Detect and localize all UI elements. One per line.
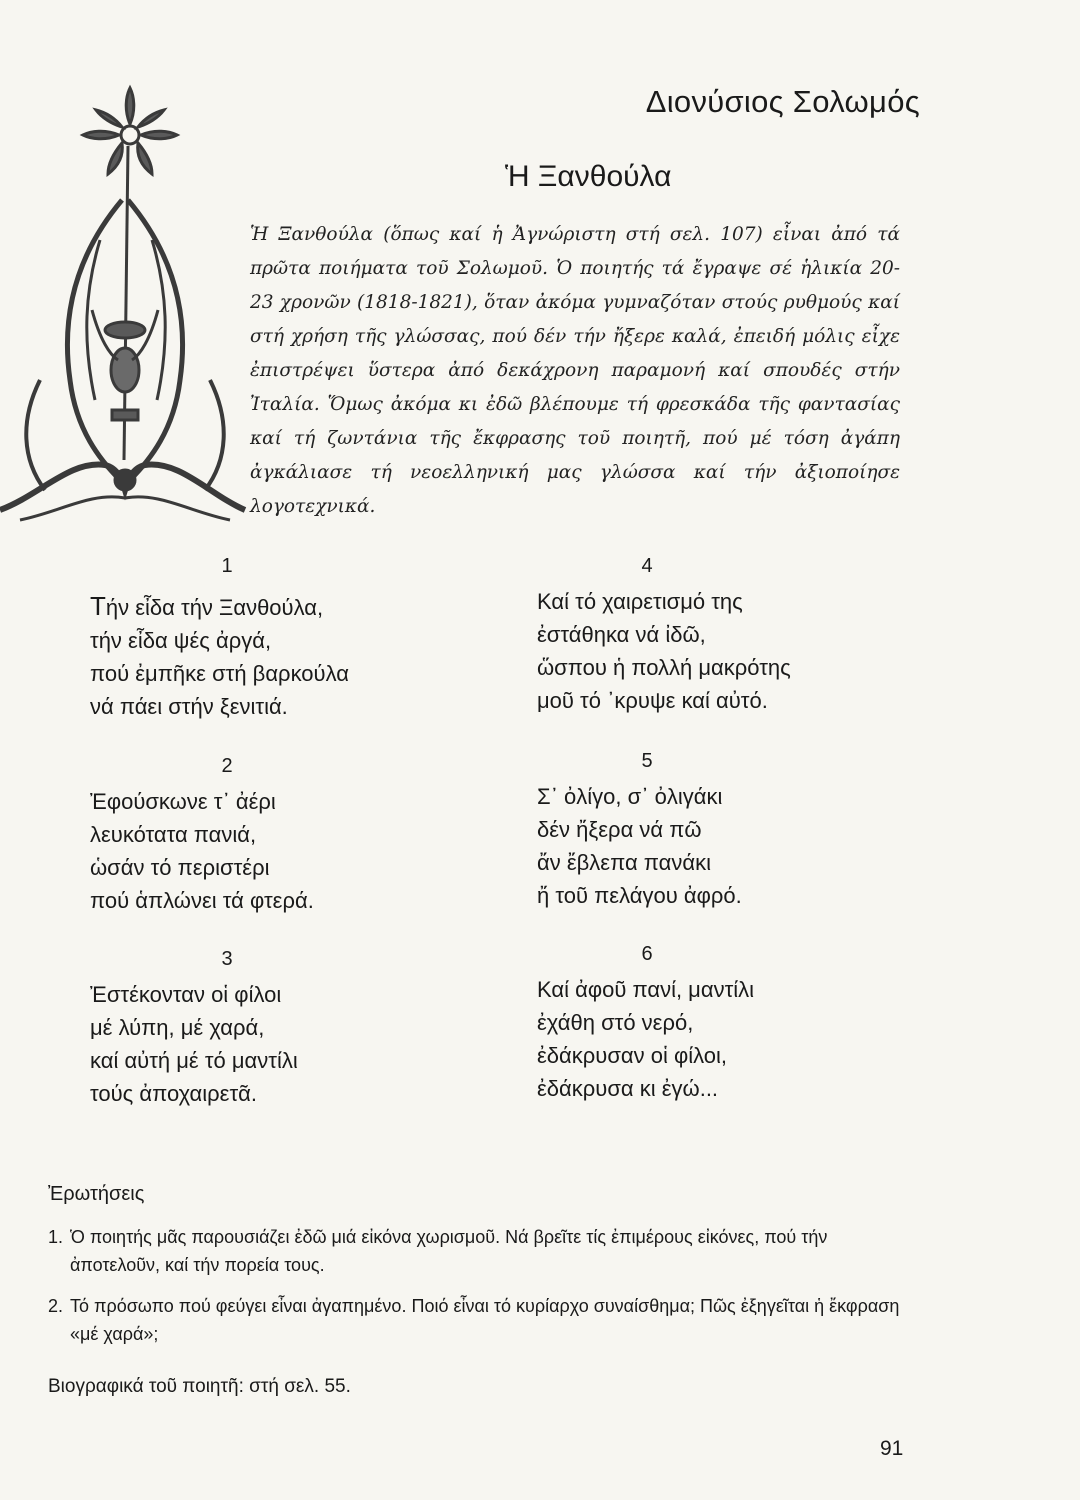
question-2 bbox=[48, 1292, 918, 1348]
stanza-line: μέ λύπη, μέ χαρά, bbox=[90, 1015, 265, 1040]
drop-cap: Τ bbox=[90, 591, 106, 621]
stanza-number: 6 bbox=[641, 943, 653, 965]
stanza-line: Ἐστέκονταν οἱ φίλοι bbox=[90, 982, 282, 1007]
stanza-2 bbox=[90, 785, 314, 917]
stanza-line: πού ἁπλώνει τά φτερά. bbox=[90, 888, 314, 913]
stanza-line: λευκότατα πανιά, bbox=[90, 822, 257, 847]
decorative-lily-ornament bbox=[0, 80, 250, 535]
stanza-line: ἐστάθηκα νά ἰδῶ, bbox=[537, 622, 706, 647]
stanza-line: ἤ τοῦ πελάγου ἀφρό. bbox=[537, 883, 742, 908]
lily-ornament-graphic bbox=[0, 80, 250, 530]
poem-title: Ἡ Ξανθούλα bbox=[505, 160, 672, 193]
stanza-1 bbox=[90, 590, 349, 723]
questions-heading: Ἐρωτήσεις bbox=[48, 1183, 145, 1205]
stanza-4 bbox=[537, 585, 791, 717]
stanza-line: πού ἐμπῆκε στή βαρκούλα bbox=[90, 661, 349, 686]
stanza-line: ἐδάκρυσα κι ἐγώ... bbox=[537, 1076, 719, 1101]
stanza-line: Καί ἀφοῦ πανί, μαντίλι bbox=[537, 977, 755, 1002]
stanza-line: μοῦ τό ᾿κρυψε καί αὐτό. bbox=[537, 688, 768, 713]
stanza-line: καί αὐτή μέ τό μαντίλι bbox=[90, 1048, 298, 1073]
stanza-number: 5 bbox=[641, 750, 653, 772]
biography-note: Βιογραφικά τοῦ ποιητῆ: στή σελ. 55. bbox=[48, 1376, 351, 1397]
stanza-line: νά πάει στήν ξενιτιά. bbox=[90, 694, 288, 719]
stanza-line: Σ᾿ ὀλίγο, σ᾿ ὀλιγάκι bbox=[537, 784, 723, 809]
question-number: 1. bbox=[48, 1227, 64, 1247]
stanza-number: 4 bbox=[641, 555, 653, 577]
stanza-line: τήν εἶδα ψές ἀργά, bbox=[90, 628, 272, 653]
page-number: 91 bbox=[880, 1437, 904, 1460]
stanza-line: ὡσάν τό περιστέρι bbox=[90, 855, 270, 880]
stanza-6 bbox=[537, 973, 754, 1105]
stanza-3 bbox=[90, 978, 298, 1110]
stanza-line: Ἐφούσκωνε τ᾿ ἀέρι bbox=[90, 789, 276, 814]
author-name: Διονύσιος Σολωμός bbox=[645, 84, 920, 119]
question-number: 2. bbox=[48, 1296, 64, 1316]
stanza-line: ἄν ἔβλεπα πανάκι bbox=[537, 850, 711, 875]
stanza-line: δέν ἤξερα νά πῶ bbox=[537, 817, 702, 842]
stanza-line: ὥσπου ἡ πολλή μακρότης bbox=[537, 655, 791, 680]
stanza-number: 1 bbox=[221, 555, 233, 577]
question-text: Τό πρόσωπο πού φεύγει εἶναι ἀγαπημένο. Ποιό εἶναι τό κυρίαρχο συναίσθημα; Πῶς ἐξηγεῖται ἡ ἔκφραση «μέ χαρά»; bbox=[70, 1296, 900, 1344]
stanza-number: 2 bbox=[221, 755, 233, 777]
stanza-line: ἐδάκρυσαν οἱ φίλοι, bbox=[537, 1043, 728, 1068]
stanza-line: τούς ἀποχαιρετᾶ. bbox=[90, 1081, 257, 1106]
stanza-number: 3 bbox=[221, 948, 233, 970]
question-1 bbox=[48, 1223, 918, 1279]
question-text: Ὁ ποιητής μᾶς παρουσιάζει ἐδῶ μιά εἰκόνα χωρισμοῦ. Νά βρεῖτε τίς ἐπιμέρους εἰκόνες, πού τήν ἀποτελοῦν, καί τήν πορεία τους. bbox=[70, 1227, 828, 1275]
stanza-line: Καί τό χαιρετισμό της bbox=[537, 589, 743, 614]
stanza-line: Τήν εἶδα τήν Ξανθούλα, bbox=[90, 591, 324, 621]
intro-paragraph: Ἡ Ξανθούλα (ὅπως καί ἡ Ἀγνώριστη στή σελ. 107) εἶναι ἀπό τά πρῶτα ποιήματα τοῦ Σολωμοῦ. Ὁ ποιητής τά ἔγραψε σέ ἡλικία 20-23 χρονῶν (1818-1821), ὅταν ἀκόμα γυμναζόταν στούς ρυθμούς καί στή χρήση τῆς γλώσσας, πού δέν τήν ἤξερε καλά, ἐπειδή μόλις εἶχε ἐπιστρέψει ὕστερα ἀπό δεκάχρονη παραμονή καί σπουδές στήν Ἰταλία. Ὅμως ἀκόμα κι ἐδῶ βλέπουμε τή φρεσκάδα τῆς φαντασίας καί τή ζωντάνια τῆς ἔκφρασης τοῦ ποιητῆ, πού μέ τόση ἀγάπη ἀγκάλιασε τή νεοελληνική μας γλώσσα καί τήν ἀξιοποίησε λογοτεχνικά. bbox=[250, 224, 900, 517]
stanza-5 bbox=[537, 780, 742, 912]
stanza-line: ἐχάθη στό νερό, bbox=[537, 1010, 694, 1035]
